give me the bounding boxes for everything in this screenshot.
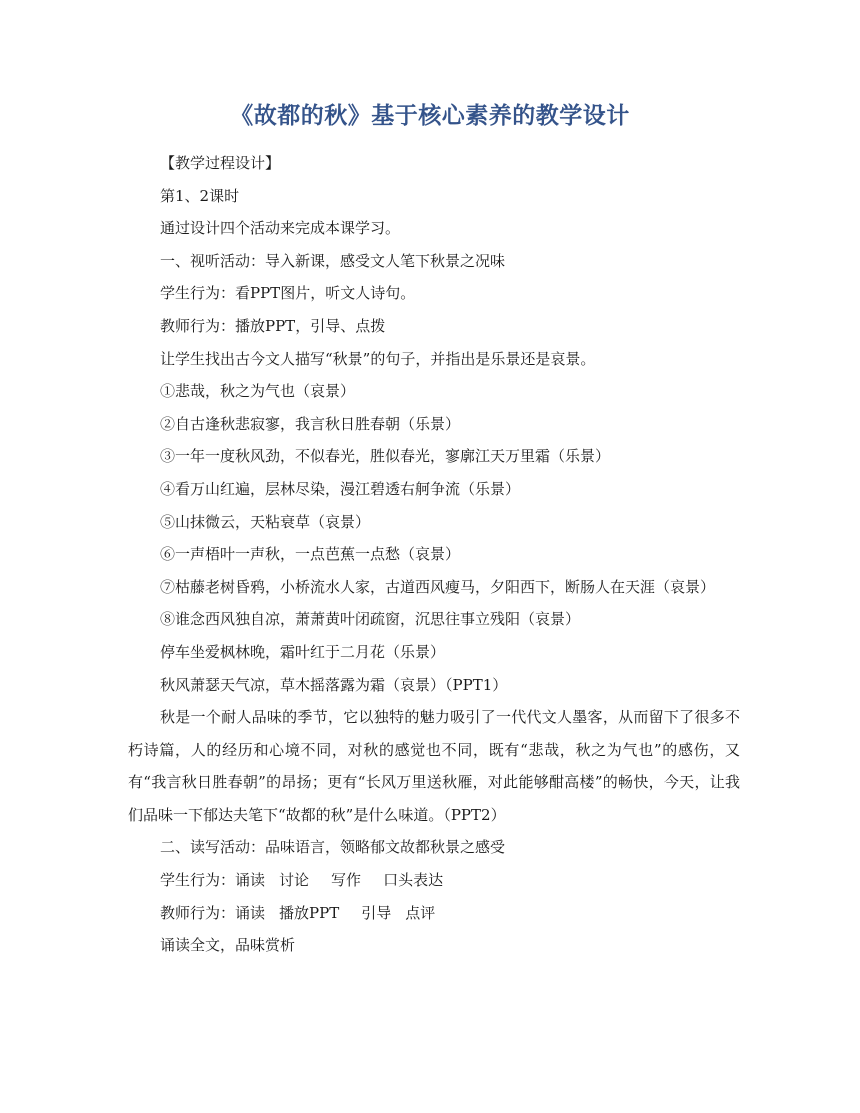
poem-line: 秋风萧瑟天气凉，草木摇落露为霜（哀景）（PPT1） bbox=[160, 675, 508, 694]
lesson-period: 第1、2课时 bbox=[160, 186, 240, 205]
activity-heading: 一、视听活动：导入新课，感受文人笔下秋景之况味 bbox=[160, 251, 506, 270]
teacher-actions-line bbox=[128, 897, 740, 930]
student-action-item: 写作 bbox=[331, 871, 362, 890]
teacher-action-item: 点评 bbox=[405, 903, 436, 922]
teacher-action-item: 播放PPT bbox=[279, 903, 340, 922]
poem-line: ⑦枯藤老树昏鸦，小桥流水人家，古道西风瘦马，夕阳西下，断肠人在天涯（哀景） bbox=[160, 577, 716, 596]
teacher-actions-label: 教师行为： bbox=[160, 903, 236, 922]
poem-line: ①悲哉，秋之为气也（哀景） bbox=[160, 382, 356, 401]
activity-heading: 二、读写活动：品味语言，领略郁文故都秋景之感受 bbox=[160, 838, 506, 857]
student-actions-line bbox=[128, 864, 740, 897]
teacher-action-item: 诵读 bbox=[235, 903, 266, 922]
paragraph: 学生行为：看PPT图片，听文人诗句。 bbox=[160, 284, 416, 303]
student-action-item: 诵读 bbox=[235, 871, 266, 890]
poem-line: ④看万山红遍，层林尽染，漫江碧透右舸争流（乐景） bbox=[160, 479, 521, 498]
poem-line: ③一年一度秋风劲，不似春光，胜似春光，寥廓江天万里霜（乐景） bbox=[160, 447, 611, 466]
poem-line: ⑤山抹微云，天粘衰草（哀景） bbox=[160, 512, 371, 531]
poem-line: ⑥一声梧叶一声秋，一点芭蕉一点愁（哀景） bbox=[160, 545, 461, 564]
document-body bbox=[128, 147, 740, 962]
paragraph: 诵读全文，品味赏析 bbox=[160, 936, 296, 955]
poem-line: ②自古逢秋悲寂寥，我言秋日胜春朝（乐景） bbox=[160, 414, 461, 433]
student-action-item: 口头表达 bbox=[383, 871, 444, 890]
paragraph: 教师行为：播放PPT，引导、点拨 bbox=[160, 316, 386, 335]
paragraph: 通过设计四个活动来完成本课学习。 bbox=[160, 219, 401, 238]
paragraph: 秋是一个耐人品味的季节，它以独特的魅力吸引了一代代文人墨客，从而留下了很多不朽诗篇，人的经历和心境不同，对秋的感觉也不同，既有“悲哉，秋之为气也”的感伤，又有“我言秋日胜春朝”的昂扬；更有“长风万里送秋雁，对此能够酣高楼”的畅快，今天，让我们品味一下郁达夫笔下“故都的秋”是什么味道。（PPT2） bbox=[128, 708, 740, 824]
student-action-item: 讨论 bbox=[279, 871, 310, 890]
teacher-action-item: 引导 bbox=[361, 903, 392, 922]
document-title: 《故都的秋》基于核心素养的教学设计 bbox=[230, 102, 630, 129]
poem-line: ⑧谁念西风独自凉，萧萧黄叶闭疏窗，沉思往事立残阳（哀景） bbox=[160, 610, 581, 629]
poem-line: 停车坐爱枫林晚，霜叶红于二月花（乐景） bbox=[160, 642, 446, 661]
paragraph: 让学生找出古今文人描写“秋景”的句子，并指出是乐景还是哀景。 bbox=[160, 349, 596, 368]
section-heading: 【教学过程设计】 bbox=[160, 154, 281, 172]
student-actions-label: 学生行为： bbox=[160, 871, 236, 890]
